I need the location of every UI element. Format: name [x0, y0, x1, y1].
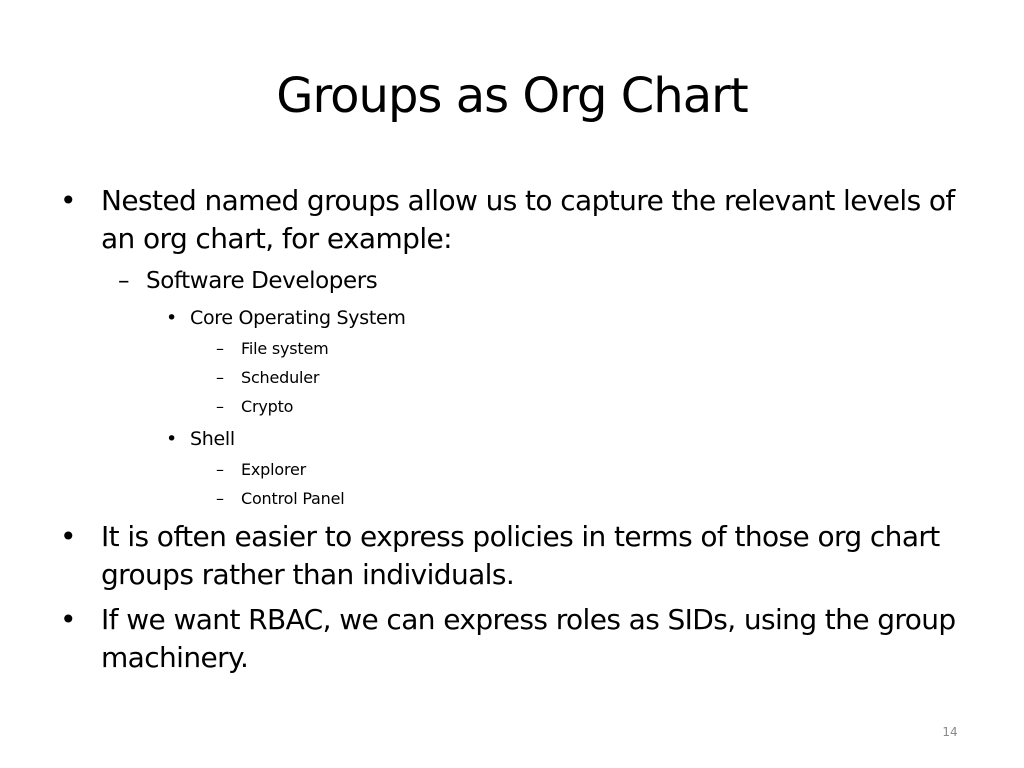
bullet-marker: –	[216, 489, 224, 508]
bullet-text: File system	[241, 339, 329, 358]
bullet-marker: •	[60, 603, 76, 636]
bullet-text: Scheduler	[241, 368, 320, 387]
bullet-marker: –	[118, 268, 130, 294]
bullet-marker: •	[60, 520, 76, 553]
bullet-text: Nested named groups allow us to capture the relevant levels of an org chart, for example:	[101, 184, 955, 255]
bullet-text: Software Developers	[146, 268, 378, 294]
bullet-text: If we want RBAC, we can express roles as SIDs, using the group machinery.	[101, 603, 956, 674]
bullet-text: Crypto	[241, 397, 294, 416]
bullet-marker: –	[216, 460, 224, 479]
bullet-marker: –	[216, 397, 224, 416]
bullet-marker: •	[166, 428, 177, 450]
bullet-marker: •	[166, 307, 177, 329]
bullet-marker: •	[60, 184, 76, 217]
slide-title: Groups as Org Chart	[276, 68, 748, 124]
bullet-marker: –	[216, 339, 224, 358]
bullet-text: Control Panel	[241, 489, 345, 508]
bullet-text: Core Operating System	[190, 307, 406, 329]
bullet-text: Shell	[190, 428, 235, 450]
bullet-text: It is often easier to express policies in terms of those org chart groups rather than individuals.	[101, 520, 940, 591]
slide-number: 14	[942, 725, 958, 739]
bullet-marker: –	[216, 368, 224, 387]
bullet-text: Explorer	[241, 460, 307, 479]
